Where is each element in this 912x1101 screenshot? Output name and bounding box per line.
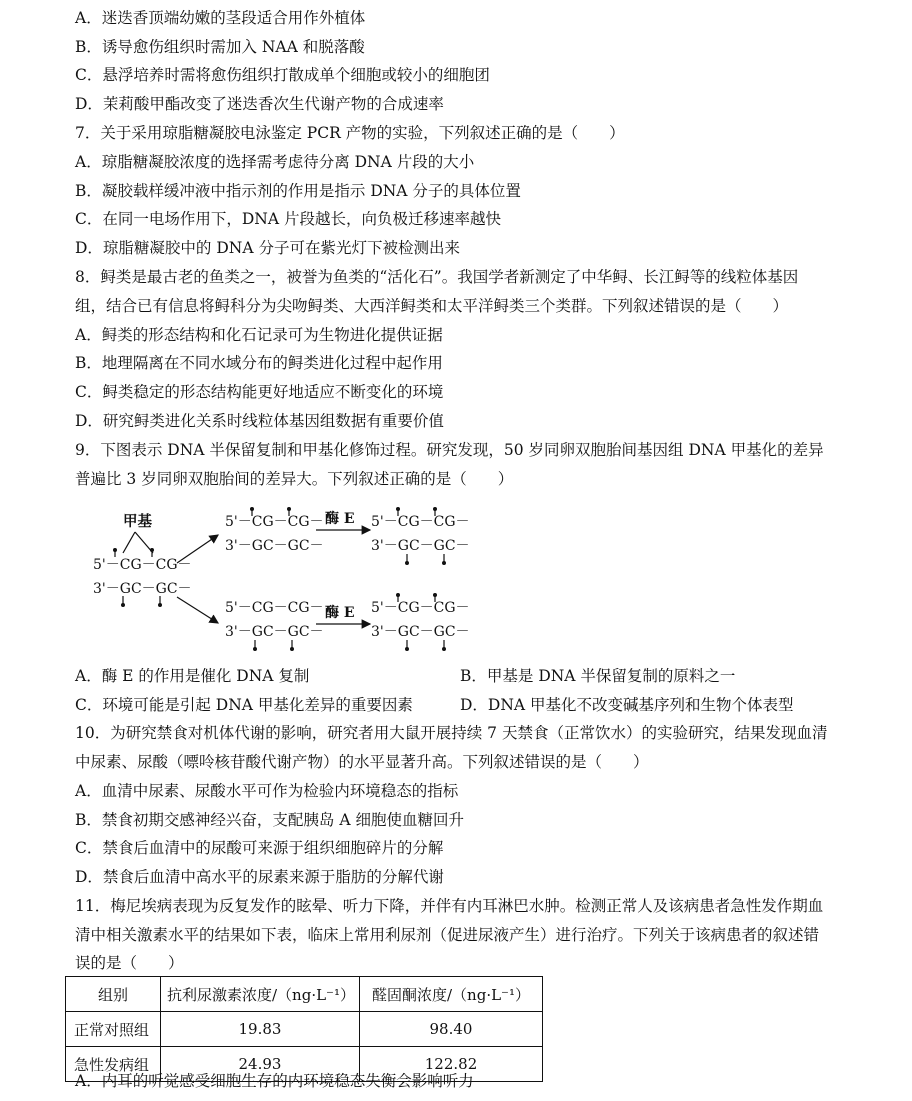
methyl-dot	[113, 548, 117, 552]
table-header-adh: 抗利尿激素浓度/（ng·L⁻¹）	[161, 977, 360, 1012]
q10-option-a: A．血清中尿素、尿酸水平可作为检验内环境稳态的指标	[75, 782, 459, 800]
q8-option-c: C．鲟类稳定的形态结构能更好地适应不断变化的环境	[75, 383, 444, 401]
q8-option-b: B．地理隔离在不同水域分布的鲟类进化过程中起作用	[75, 354, 443, 372]
q10-option-b: B．禁食初期交感神经兴奋，支配胰岛 A 细胞使血糖回升	[75, 811, 464, 829]
methyl-dot	[250, 507, 254, 511]
methyl-dot	[433, 593, 437, 597]
q10-stem-line-2: 中尿素、尿酸（嘌呤核苷酸代谢产物）的水平显著升高。下列叙述错误的是（ ）	[75, 753, 649, 771]
q6-option-a: A．迷迭香顶端幼嫩的茎段适合用作外植体	[75, 9, 366, 27]
replication-arrow-up	[177, 535, 218, 563]
upper-daughter-3: 3'－GC－GC－	[225, 538, 324, 554]
lower-daughter-3: 3'－GC－GC－	[225, 624, 324, 640]
methyl-dot	[396, 593, 400, 597]
table-row	[66, 1012, 543, 1047]
upper-result-3: 3'－GC－GC－	[371, 538, 470, 554]
q9-option-d: D．DNA 甲基化不改变碱基序列和生物个体表型	[460, 696, 794, 714]
table-cell: 98.40	[360, 1012, 543, 1047]
q7-option-b: B．凝胶载样缓冲液中指示剂的作用是指示 DNA 分子的具体位置	[75, 182, 521, 200]
methyl-dot	[405, 561, 409, 565]
q10-stem-line-1: 10．为研究禁食对机体代谢的影响，研究者用大鼠开展持续 7 天禁食（正常饮水）的实验研究，结果发现血清	[75, 724, 828, 742]
table-cell: 24.93	[161, 1047, 360, 1082]
methyl-dot	[442, 561, 446, 565]
upper-daughter-5: 5'－CG－CG－	[225, 514, 324, 530]
q9-stem-line-2: 普遍比 3 岁同卵双胞胎间的差异大。下列叙述正确的是（ ）	[75, 470, 514, 488]
table-header-aldosterone: 醛固酮浓度/（ng·L⁻¹）	[360, 977, 543, 1012]
enzyme-e-label: 酶 E	[325, 605, 355, 621]
parent-strand-5: 5'－CG－CG－	[93, 557, 192, 573]
q11-stem-line-1: 11．梅尼埃病表现为反复发作的眩晕、听力下降，并伴有内耳淋巴水肿。检测正常人及该病患者急性发作期血	[75, 897, 824, 915]
q11-stem-line-3: 误的是（ ）	[75, 954, 184, 972]
q11-option-a: A．内耳的听觉感受细胞生存的内环境稳态失衡会影响听力	[75, 1072, 474, 1090]
methyl-dot	[158, 603, 162, 607]
q8-stem-line-2: 组，结合已有信息将鲟科分为尖吻鲟类、大西洋鲟类和太平洋鲟类三个类群。下列叙述错误的是（ ）	[75, 297, 789, 315]
q6-option-b: B．诱导愈伤组织时需加入 NAA 和脱落酸	[75, 38, 365, 56]
table-cell: 正常对照组	[66, 1012, 161, 1047]
q10-option-c: C．禁食后血清中的尿酸可来源于组织细胞碎片的分解	[75, 839, 444, 857]
q10-option-d: D．禁食后血清中高水平的尿素来源于脂肪的分解代谢	[75, 868, 444, 886]
methyl-pointer-lines	[123, 532, 153, 553]
lower-daughter-5: 5'－CG－CG－	[225, 600, 324, 616]
table-cell: 122.82	[360, 1047, 543, 1082]
table-cell: 19.83	[161, 1012, 360, 1047]
q9-option-a: A．酶 E 的作用是催化 DNA 复制	[75, 667, 310, 685]
table-header-row	[66, 977, 543, 1012]
q8-option-a: A．鲟类的形态结构和化石记录可为生物进化提供证据	[75, 326, 443, 344]
parent-strand-3: 3'－GC－GC－	[93, 581, 192, 597]
methyl-dot	[121, 603, 125, 607]
enzyme-e-label: 酶 E	[325, 511, 355, 527]
methyl-dot	[253, 647, 257, 651]
methyl-dot	[396, 507, 400, 511]
table-cell: 急性发病组	[66, 1047, 161, 1082]
q7-option-a: A．琼脂糖凝胶浓度的选择需考虑待分离 DNA 片段的大小	[75, 153, 475, 171]
methyl-dot	[433, 507, 437, 511]
methyl-label: 甲基	[123, 513, 152, 530]
q9-stem-line-1: 9．下图表示 DNA 半保留复制和甲基化修饰过程。研究发现，50 岁同卵双胞胎间基因组 DNA 甲基化的差异	[75, 441, 824, 459]
q9-option-b: B．甲基是 DNA 半保留复制的原料之一	[460, 667, 736, 685]
methyl-dot	[287, 507, 291, 511]
replication-arrow-down	[177, 597, 218, 623]
methyl-dot	[442, 647, 446, 651]
methyl-dot	[405, 647, 409, 651]
q9-option-c: C．环境可能是引起 DNA 甲基化差异的重要因素	[75, 696, 413, 714]
hormone-table	[65, 976, 543, 1082]
lower-result-3: 3'－GC－GC－	[371, 624, 470, 640]
q6-option-d: D．茉莉酸甲酯改变了迷迭香次生代谢产物的合成速率	[75, 95, 444, 113]
q11-stem-line-2: 清中相关激素水平的结果如下表，临床上常用利尿剂（促进尿液产生）进行治疗。下列关于该病患者的叙述错	[75, 926, 820, 944]
upper-result-5: 5'－CG－CG－	[371, 514, 470, 530]
table-header-group: 组别	[66, 977, 161, 1012]
q8-stem-line-1: 8．鲟类是最古老的鱼类之一，被誉为鱼类的“活化石”。我国学者新测定了中华鲟、长江鲟等的线粒体基因	[75, 268, 799, 286]
q8-option-d: D．研究鲟类进化关系时线粒体基因组数据有重要价值	[75, 412, 444, 430]
q7-option-c: C．在同一电场作用下，DNA 片段越长，向负极迁移速率越快	[75, 210, 501, 228]
q7-stem: 7．关于采用琼脂糖凝胶电泳鉴定 PCR 产物的实验，下列叙述正确的是（ ）	[75, 124, 625, 142]
q6-option-c: C．悬浮培养时需将愈伤组织打散成单个细胞或较小的细胞团	[75, 66, 490, 84]
methyl-dot	[290, 647, 294, 651]
dna-methylation-diagram	[85, 505, 485, 655]
q7-option-d: D．琼脂糖凝胶中的 DNA 分子可在紫光灯下被检测出来	[75, 239, 460, 257]
lower-result-5: 5'－CG－CG－	[371, 600, 470, 616]
methyl-dot	[150, 548, 154, 552]
